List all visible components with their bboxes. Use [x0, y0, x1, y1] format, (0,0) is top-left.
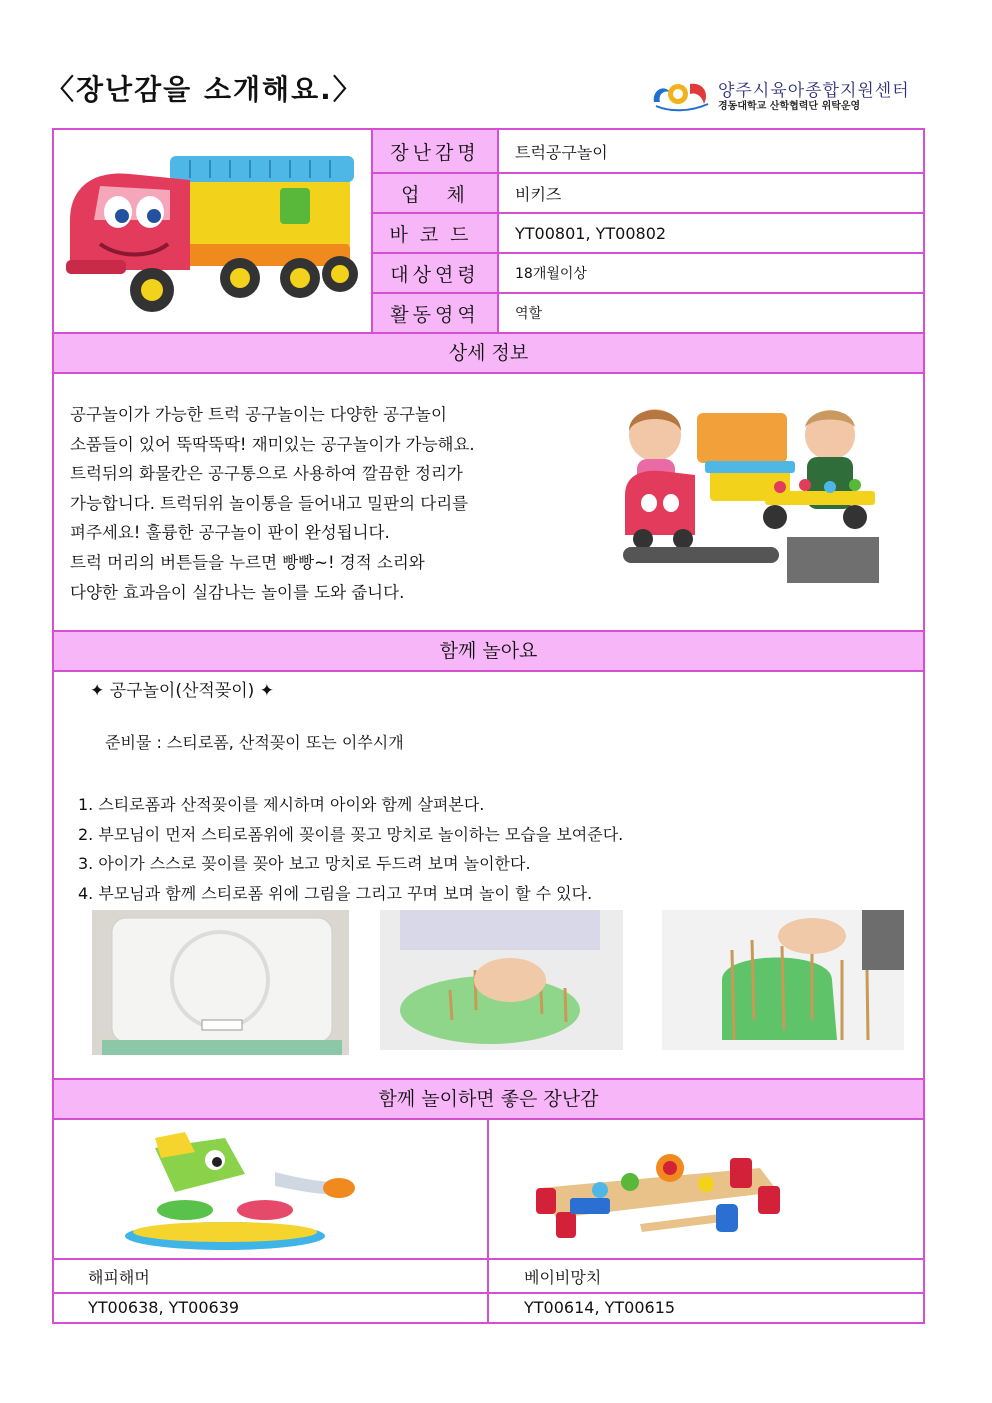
label-company: 업 체 — [373, 174, 497, 212]
activity-title — [90, 676, 274, 701]
value-company: 비키즈 — [515, 184, 562, 204]
recommend-barcode-2: YT00614, YT00615 — [524, 1298, 676, 1317]
center-logo — [650, 76, 920, 112]
play-step: 3. 아이가 스스로 꽂이를 꽂아 보고 망치로 두드려 보며 놀이한다. — [78, 854, 531, 873]
details-header: 상세 정보 — [54, 334, 923, 372]
product-image — [60, 140, 360, 320]
sparkle-icon: ✦ — [90, 681, 105, 701]
details-line: 공구놀이가 가능한 트럭 공구놀이는 다양한 공구놀이 — [70, 405, 447, 424]
play-steps-list — [78, 790, 623, 908]
details-line: 트럭뒤의 화물칸은 공구통으로 사용하여 깔끔한 정리가 — [70, 464, 463, 484]
details-product-photo — [615, 395, 890, 590]
play-step: 1. 스티로폼과 산적꽂이를 제시하며 아이와 함께 살펴본다. — [78, 795, 485, 814]
label-barcode: 바코드 — [373, 214, 497, 252]
value-target-age: 18개월이상 — [515, 266, 587, 282]
play-step: 4. 부모님과 함께 스티로폼 위에 그림을 그리고 꾸며 보며 놀이 할 수 있다. — [78, 883, 593, 903]
page-title: 〈장난감을 소개해요.〉 — [46, 73, 363, 106]
activity-photo-child-skewers — [662, 910, 904, 1050]
label-toy-name: 장난감명 — [373, 130, 497, 172]
details-line: 다양한 효과음이 실감나는 놀이를 도와 줍니다. — [70, 582, 405, 602]
logo-mark-icon — [650, 76, 714, 112]
label-activity-area: 활동영역 — [373, 294, 497, 332]
value-toy-name: 트럭공구놀이 — [515, 142, 608, 162]
details-line: 트럭 머리의 버튼들을 누르면 빵빵~! 경적 소리와 — [70, 552, 425, 572]
logo-operator: 경동대학교 산학협력단 위탁운영 — [718, 101, 861, 112]
value-barcode: YT00801, YT00802 — [515, 223, 667, 243]
details-line: 가능합니다. 트럭뒤위 놀이통을 들어내고 밀판의 다리를 — [70, 493, 469, 513]
play-step: 2. 부모님이 먼저 스티로폼위에 꽂이를 꽂고 망치로 놀이하는 모습을 보여준다. — [78, 824, 624, 844]
recommend-image-baby-hammer — [530, 1128, 780, 1253]
activity-title-text: 공구놀이(산적꽂이) — [109, 681, 255, 701]
activity-photo-child-poking — [380, 910, 623, 1050]
recommend-barcode-1: YT00638, YT00639 — [88, 1298, 240, 1317]
play-header: 함께 놀아요 — [54, 632, 923, 670]
label-target-age: 대상연령 — [373, 254, 497, 292]
recommend-header: 함께 놀이하면 좋은 장난감 — [54, 1080, 923, 1118]
logo-org-name: 양주시육아종합지원센터 — [718, 81, 910, 101]
details-line: 펴주세요! 훌륭한 공구놀이 판이 완성됩니다. — [70, 523, 390, 543]
materials-text: 준비물 : 스티로폼, 산적꽂이 또는 이쑤시개 — [105, 733, 404, 752]
recommend-name-1: 해피해머 — [88, 1268, 150, 1287]
activity-photo-styrofoam — [92, 910, 349, 1055]
value-activity-area: 역할 — [515, 306, 543, 322]
details-line: 소품들이 있어 뚝딱뚝딱! 재미있는 공구놀이가 가능해요. — [70, 434, 475, 454]
details-description — [70, 400, 570, 607]
recommend-image-happy-hammer — [115, 1128, 360, 1253]
recommend-name-2: 베이비망치 — [524, 1268, 602, 1287]
sparkle-icon: ✦ — [259, 681, 274, 701]
